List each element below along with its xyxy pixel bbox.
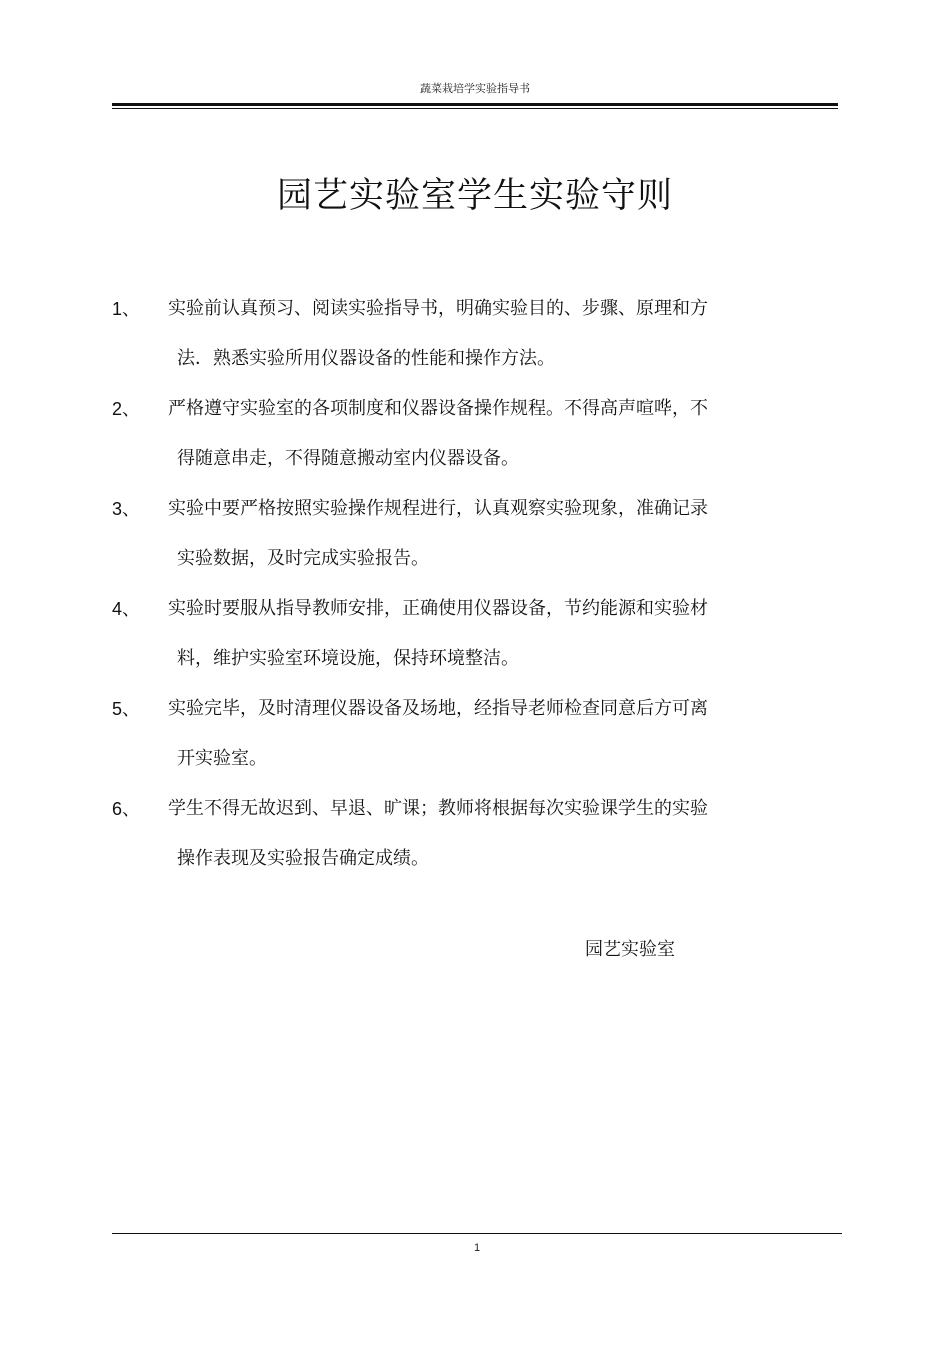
- rule-text-line-1: 严格遵守实验室的各项制度和仪器设备操作规程。不得高声喧哗，不: [168, 398, 708, 419]
- rule-item-3: [112, 484, 812, 584]
- rule-text-line-2: 实验数据，及时完成实验报告。: [177, 548, 429, 569]
- rule-text-line-2: 料，维护实验室环境设施，保持环境整洁。: [177, 648, 519, 669]
- rule-text-line-1: 实验中要严格按照实验操作规程进行，认真观察实验现象，准确记录: [168, 498, 708, 519]
- rule-text-line-1: 实验前认真预习、阅读实验指导书，明确实验目的、步骤、原理和方: [168, 298, 708, 319]
- rules-list: [112, 284, 812, 884]
- rule-number: 2、: [112, 399, 141, 419]
- rule-text-line-2: 得随意串走，不得随意搬动室内仪器设备。: [177, 448, 519, 469]
- running-header-title: 蔬菜栽培学实验指导书: [420, 82, 530, 95]
- header-rule-thin: [112, 108, 838, 109]
- rule-text-line-2: 操作表现及实验报告确定成绩。: [177, 848, 429, 869]
- rule-number: 5、: [112, 699, 141, 719]
- rule-item-4: [112, 584, 812, 684]
- rule-item-6: [112, 784, 812, 884]
- rule-item-5: [112, 684, 812, 784]
- rule-text-line-2: 开实验室。: [177, 748, 267, 769]
- page-number: 1: [473, 1242, 481, 1254]
- document-title: 园艺实验室学生实验守则: [276, 176, 673, 216]
- rule-number: 6、: [112, 799, 141, 819]
- rule-text-line-2: 法．熟悉实验所用仪器设备的性能和操作方法。: [177, 348, 555, 369]
- rule-number: 1、: [112, 299, 141, 319]
- header-rule-thick: [112, 103, 838, 106]
- rule-text-line-1: 实验时要服从指导教师安排，正确使用仪器设备，节约能源和实验材: [168, 598, 708, 619]
- rule-number: 4、: [112, 599, 141, 619]
- rule-item-2: [112, 384, 812, 484]
- rule-text-line-1: 实验完毕，及时清理仪器设备及场地，经指导老师检查同意后方可离: [168, 698, 708, 719]
- rule-item-1: [112, 284, 812, 384]
- rule-number: 3、: [112, 499, 141, 519]
- footer-rule: [112, 1233, 842, 1234]
- rule-text-line-1: 学生不得无故迟到、早退、旷课；教师将根据每次实验课学生的实验: [168, 798, 708, 819]
- signature-lab-name: 园艺实验室: [585, 939, 675, 960]
